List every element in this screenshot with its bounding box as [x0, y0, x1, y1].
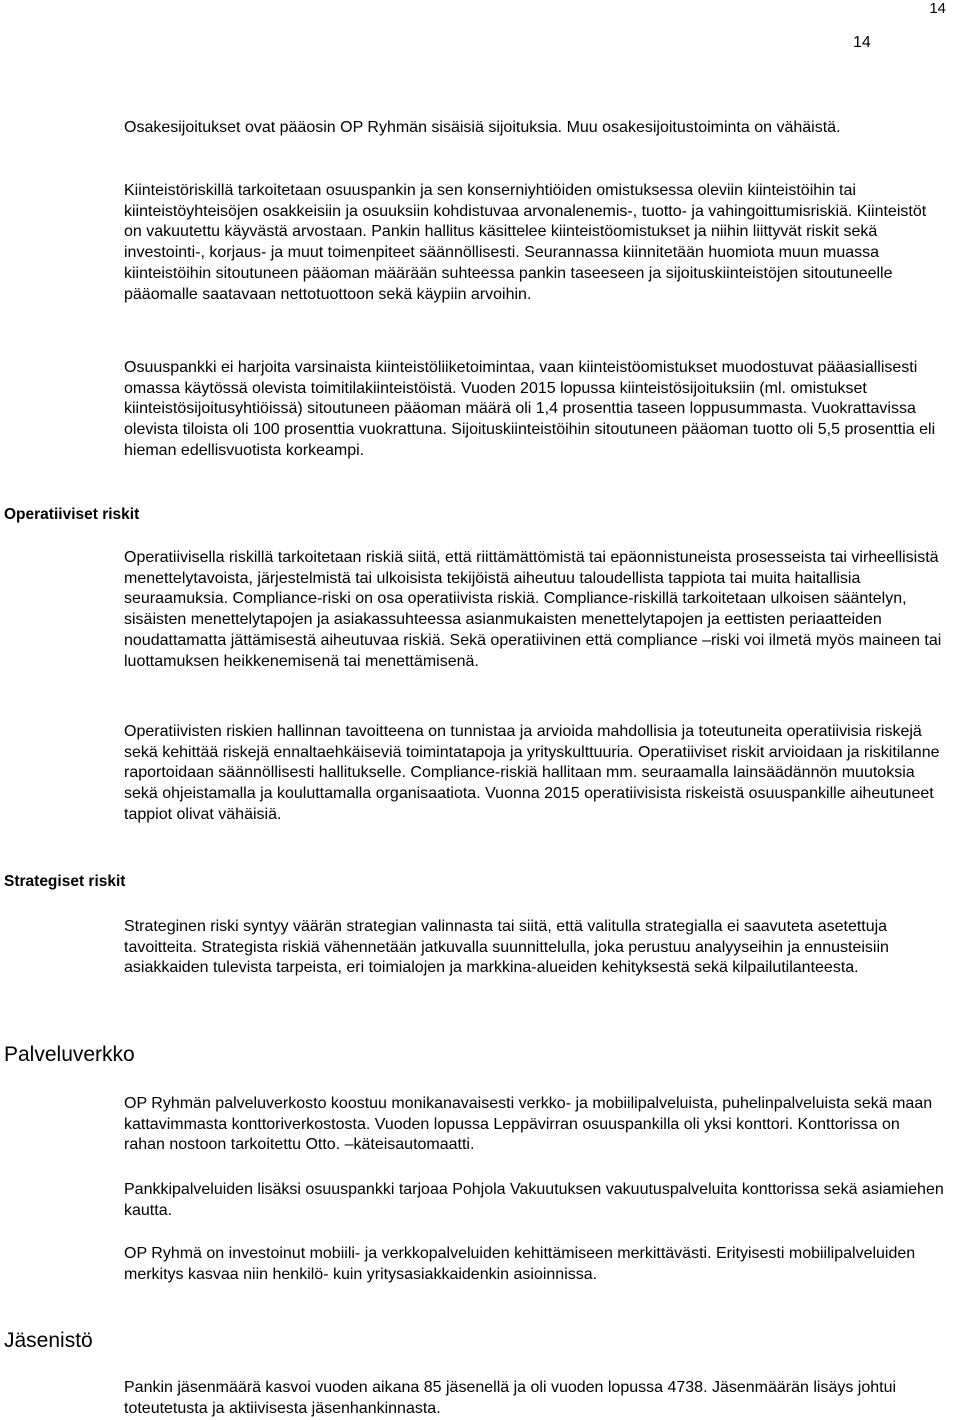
heading-service-network: Palveluverkko [4, 1043, 135, 1066]
paragraph-strategic-risk: Strateginen riski syntyy väärän strategian valinnasta tai siitä, että valitulla strategialla ei saavuteta asetettuja tavoitteita. Strategista riskiä vähennetään jatkuvalla suunnittelulla, joka perustuu analyyseihin ja ennusteisiin asiakkaiden tulevista tarpeista, eri toimialojen ja markkina-alueiden kehityksestä sekä kilpailutilanteesta. [124, 918, 889, 977]
paragraph-operational-risk-management: Operatiivisten riskien hallinnan tavoitteena on tunnistaa ja arvioida mahdollisia ja toteutuneita operatiivisia riskejä sekä kehittää riskejä ennaltaehkäiseviä toimintatapoja ja yrityskulttuuria. Operatiiviset riskit arvioidaan ja riskitilanne raportoidaan säännöllisesti hallitukselle. Compliance-riskiä hallitaan mm. seuraamalla lainsäädännön muutoksia sekä ohjeistamalla ja kouluttamalla organisaatiota. Vuonna 2015 operatiivisista riskeistä osuuspankille aiheutuneet tappiot olivat vähäisiä. [124, 723, 940, 823]
paragraph-service-network: OP Ryhmän palveluverkosto koostuu monikanavaisesti verkko- ja mobiilipalveluista, puhelinpalveluista sekä maan kattavimmasta konttoriverkostosta. Vuoden lopussa Leppävirran osuuspankilla oli yksi konttori. Konttorissa on rahan nostoon tarkoitettu Otto. –käteisautomaatti. [124, 1095, 933, 1154]
paragraph-real-estate-holdings: Osuuspankki ei harjoita varsinaista kiinteistöliiketoimintaa, vaan kiinteistöomistukset muodostuvat pääasiallisesti omassa käytössä olevista toimitilakiinteistöistä. Vuoden 2015 lopussa kiinteistösijoituksiin (ml. omistukset kiinteistösijoitusyhtiöissä) sitoutuneen pääoman määrä oli 1,4 prosenttia taseen loppusummasta. Vuokrattavissa olevista tiloista oli 100 prosenttia vuokrattuna. Sijoituskiinteistöihin sitoutuneen pääoman tuotto oli 5,5 prosenttia eli hieman edellisvuotista korkeampi. [124, 359, 936, 459]
heading-operational-risks: Operatiiviset riskit [4, 506, 140, 523]
page-number: 14 [853, 34, 871, 51]
page-number-corner: 14 [929, 0, 946, 17]
paragraph-equity-investments: Osakesijoitukset ovat pääosin OP Ryhmän sisäisiä sijoituksia. Muu osakesijoitustoiminta on vähäistä. [124, 119, 841, 136]
paragraph-real-estate-risk: Kiinteistöriskillä tarkoitetaan osuuspankin ja sen konserniyhtiöiden omistuksessa oleviin kiinteistöihin tai kiinteistöyhteisöjen osakkeisiin ja osuuksiin kohdistuvaa arvonalenemis-, tuotto- ja vahingoittumisriskiä. Kiinteistöt on vakuutettu käyvästä arvostaan. Pankin hallitus käsittelee kiinteistöomistukset ja niihin liittyvät riskit sekä investointi-, korjaus- ja muut toimenpiteet säännöllisesti. Seurannassa kiinnitetään huomiota muun muassa kiinteistöihin sitoutuneen pääoman määrään suhteessa pankin taseeseen ja sijoituskiinteistöjen sitoutuneelle pääomalle saatavaan nettotuottoon sekä käypiin arvoihin. [124, 182, 927, 303]
paragraph-membership: Pankin jäsenmäärä kasvoi vuoden aikana 85 jäsenellä ja oli vuoden lopussa 4738. Jäsenmäärän lisäys johtui toteutetusta ja aktiivisesta jäsenhankinnasta. [124, 1379, 897, 1417]
paragraph-insurance-services: Pankkipalveluiden lisäksi osuuspankki tarjoaa Pohjola Vakuutuksen vakuutuspalveluita konttorissa sekä asiamiehen kautta. [124, 1181, 944, 1219]
heading-membership: Jäsenistö [4, 1329, 93, 1352]
paragraph-operational-risk-definition: Operatiivisella riskillä tarkoitetaan riskiä siitä, että riittämättömistä tai epäonnistuneista prosesseista tai virheellisistä menettelytavoista, järjestelmistä tai ulkoisista tekijöistä aiheutuu taloudellista tappiota tai muita haitallisia seuraamuksia. Compliance-riski on osa operatiivista riskiä. Compliance-riskillä tarkoitetaan ulkoisen sääntelyn, sisäisten menettelytapojen ja asiakassuhteessa asianmukaisten menettelytapojen ja eettisten periaatteiden noudattamatta jättämisestä aiheutuvaa riskiä. Sekä operatiivinen että compliance –riski voi ilmetä myös maineen tai luottamuksen heikkenemisenä tai menettämisenä. [124, 549, 942, 670]
paragraph-mobile-services: OP Ryhmä on investoinut mobiili- ja verkkopalveluiden kehittämiseen merkittävästi. Erityisesti mobiilipalveluiden merkitys kasvaa niin henkilö- kuin yritysasiakkaidenkin asioinnissa. [124, 1245, 916, 1283]
heading-strategic-risks: Strategiset riskit [4, 873, 126, 890]
